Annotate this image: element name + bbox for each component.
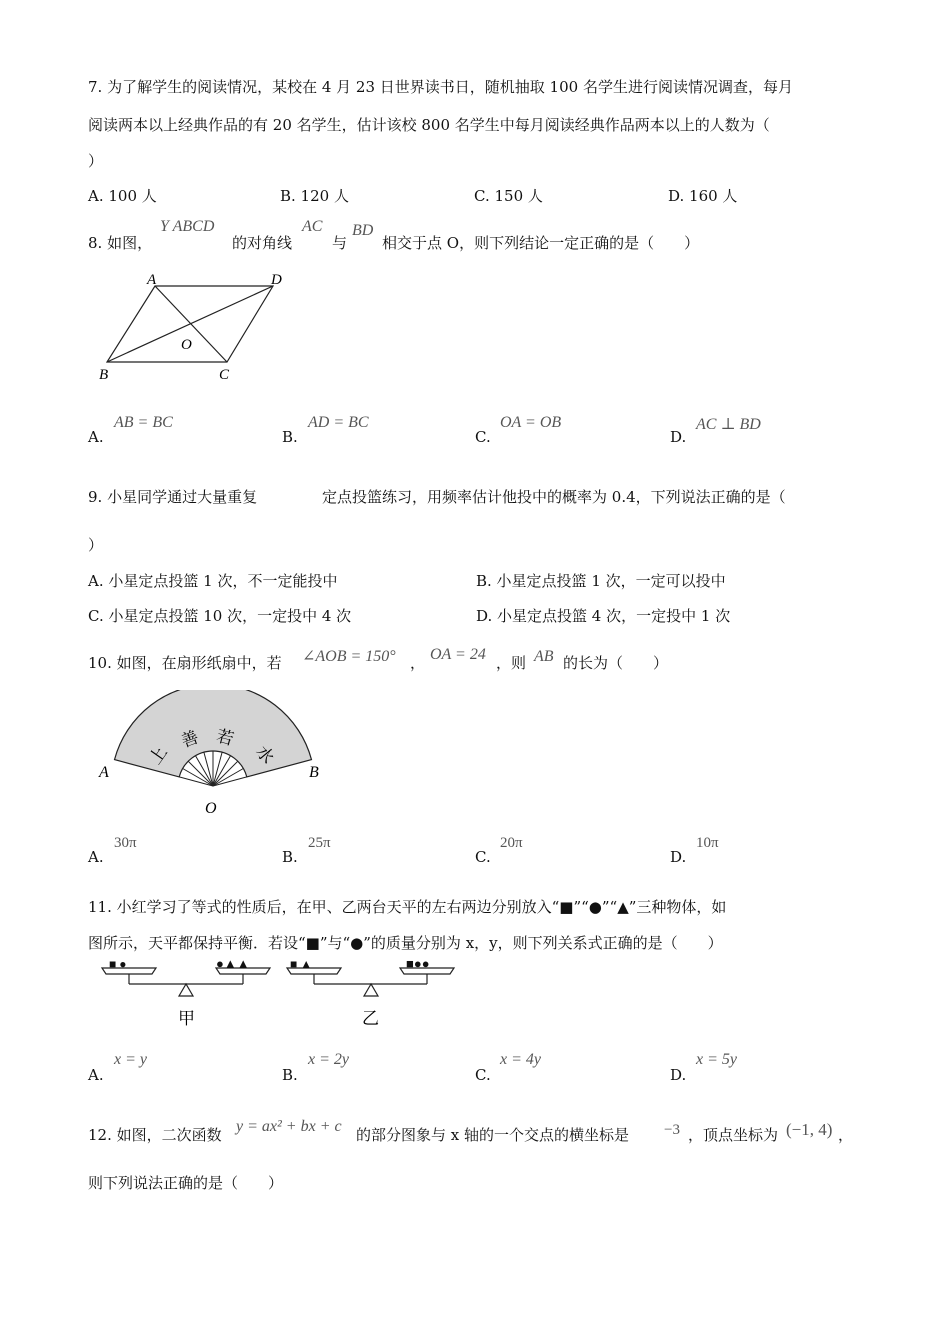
- q7-option-c: C. 150 人: [474, 187, 543, 205]
- scale-yi: [287, 958, 454, 1028]
- q8-text3: 相交于点 O，则下列结论一定正确的是（ ）: [382, 234, 700, 252]
- q9-line2: ）: [88, 536, 104, 554]
- q7-line2: 阅读两本以上经典作品的有 20 名学生，估计该校 800 名学生中每月阅读经典作品两本以上的人数为（: [88, 116, 770, 134]
- q9-option-b: B. 小星定点投篮 1 次，一定可以投中: [476, 572, 726, 590]
- q12-text4: ，: [838, 1126, 854, 1144]
- q9-option-c: C. 小星定点投篮 10 次，一定投中 4 次: [88, 607, 352, 625]
- q10-option-c-letter: C.: [475, 848, 491, 866]
- fan-label-b: B: [309, 764, 319, 781]
- scale-jia-right-items: ●▲▲: [216, 958, 250, 971]
- parallelogram-figure: [95, 272, 295, 387]
- q12-function: y = ax² + bx + c: [236, 1118, 342, 1135]
- q7-option-d: D. 160 人: [668, 187, 738, 205]
- q11-option-d-letter: D.: [670, 1066, 687, 1084]
- scale-yi-left-items: ■ ▲: [290, 958, 313, 971]
- q10-text2: ，则: [496, 654, 527, 672]
- q12-neg3: −3: [664, 1122, 680, 1138]
- fan-char-4: 水: [252, 742, 278, 768]
- q10-angle: ∠AOB = 150°: [302, 648, 396, 665]
- q11-option-b-letter: B.: [282, 1066, 298, 1084]
- q8-option-a-formula: AB = BC: [114, 414, 173, 431]
- q11-option-a-letter: A.: [88, 1066, 104, 1084]
- scale-jia-label: 甲: [178, 1009, 195, 1028]
- q8-option-d-letter: D.: [670, 428, 687, 446]
- center-label-o: O: [181, 337, 192, 353]
- scale-jia: [102, 958, 270, 1028]
- q10-option-d-letter: D.: [670, 848, 687, 866]
- q7-line3: ）: [88, 152, 104, 170]
- q10-option-c-value: 20π: [500, 835, 523, 851]
- q11-option-a-formula: x = y: [114, 1051, 147, 1068]
- q8-text1: 的对角线: [232, 234, 293, 252]
- q8-bd: BD: [352, 222, 374, 239]
- q11-line1: 11. 小红学习了等式的性质后，在甲、乙两台天平的左右两边分别放入“■”“●”“▲”三种物体，如: [88, 898, 727, 916]
- q11-option-b-formula: x = 2y: [308, 1051, 349, 1068]
- fan-char-2: 善: [178, 727, 202, 752]
- q11-option-c-formula: x = 4y: [500, 1051, 541, 1068]
- vertex-label-d: D: [271, 272, 282, 288]
- q7-line1: 7. 为了解学生的阅读情况，某校在 4 月 23 日世界读书日，随机抽取 100 名学生进行阅读情况调查，每月: [88, 78, 793, 96]
- q10-prefix: 10. 如图，在扇形纸扇中，若: [88, 654, 282, 672]
- scale-yi-label: 乙: [362, 1009, 379, 1028]
- q7-option-b: B. 120 人: [280, 187, 349, 205]
- q8-parallelogram-symbol: Y ABCD: [160, 218, 215, 235]
- vertex-label-b: B: [99, 367, 109, 383]
- q9-option-d: D. 小星定点投篮 4 次，一定投中 1 次: [476, 607, 731, 625]
- q7-option-a: A. 100 人: [88, 187, 157, 205]
- fan-char-3: 若: [214, 726, 236, 749]
- q10-option-b-value: 25π: [308, 835, 331, 851]
- q10-option-a-letter: A.: [88, 848, 104, 866]
- q10-option-a-value: 30π: [114, 835, 137, 851]
- balance-figures: [98, 958, 478, 1030]
- q9-line1b: 定点投篮练习，用频率估计他投中的概率为 0.4，下列说法正确的是（: [322, 488, 786, 506]
- q12-text3: ，顶点坐标为: [688, 1126, 779, 1144]
- q10-oa: OA = 24: [430, 646, 486, 663]
- q12-prefix: 12. 如图，二次函数: [88, 1126, 222, 1144]
- scale-yi-right-items: ■●●: [406, 958, 430, 971]
- q10-option-b-letter: B.: [282, 848, 298, 866]
- q9-line1a: 9. 小星同学通过大量重复: [88, 488, 258, 506]
- q11-option-c-letter: C.: [475, 1066, 491, 1084]
- q10-option-d-value: 10π: [696, 835, 719, 851]
- fan-label-o: O: [205, 800, 217, 817]
- q12-vertex: (−1, 4): [786, 1120, 833, 1139]
- q10-comma: ，: [410, 654, 426, 672]
- q8-option-c-formula: OA = OB: [500, 414, 562, 431]
- q12-line2: 则下列说法正确的是（ ）: [88, 1174, 284, 1192]
- scale-jia-left-items: ■ ●: [109, 958, 127, 971]
- q8-prefix: 8. 如图，: [88, 234, 153, 252]
- q8-option-a-letter: A.: [88, 428, 104, 446]
- fan-char-1: 上: [145, 742, 171, 768]
- vertex-label-c: C: [219, 367, 230, 383]
- q8-option-b-letter: B.: [282, 428, 298, 446]
- q8-option-c-letter: C.: [475, 428, 491, 446]
- q11-line2: 图所示，天平都保持平衡．若设“■”与“●”的质量分别为 x，y，则下列关系式正确的是（ ）: [88, 934, 723, 952]
- q8-text2: 与: [332, 234, 348, 252]
- q8-option-d-formula: AC ⊥ BD: [696, 416, 761, 433]
- q8-ac: AC: [302, 218, 323, 235]
- q8-option-b-formula: AD = BC: [308, 414, 369, 431]
- fan-label-a: A: [99, 764, 109, 781]
- q10-arc-ab: AB: [534, 648, 554, 665]
- vertex-label-a: A: [147, 272, 157, 288]
- fan-figure: [95, 690, 335, 820]
- q9-option-a: A. 小星定点投篮 1 次，不一定能投中: [88, 572, 338, 590]
- q11-option-d-formula: x = 5y: [696, 1051, 737, 1068]
- q10-text3: 的长为（ ）: [563, 654, 669, 672]
- q12-text2: 的部分图象与 x 轴的一个交点的横坐标是: [356, 1126, 629, 1144]
